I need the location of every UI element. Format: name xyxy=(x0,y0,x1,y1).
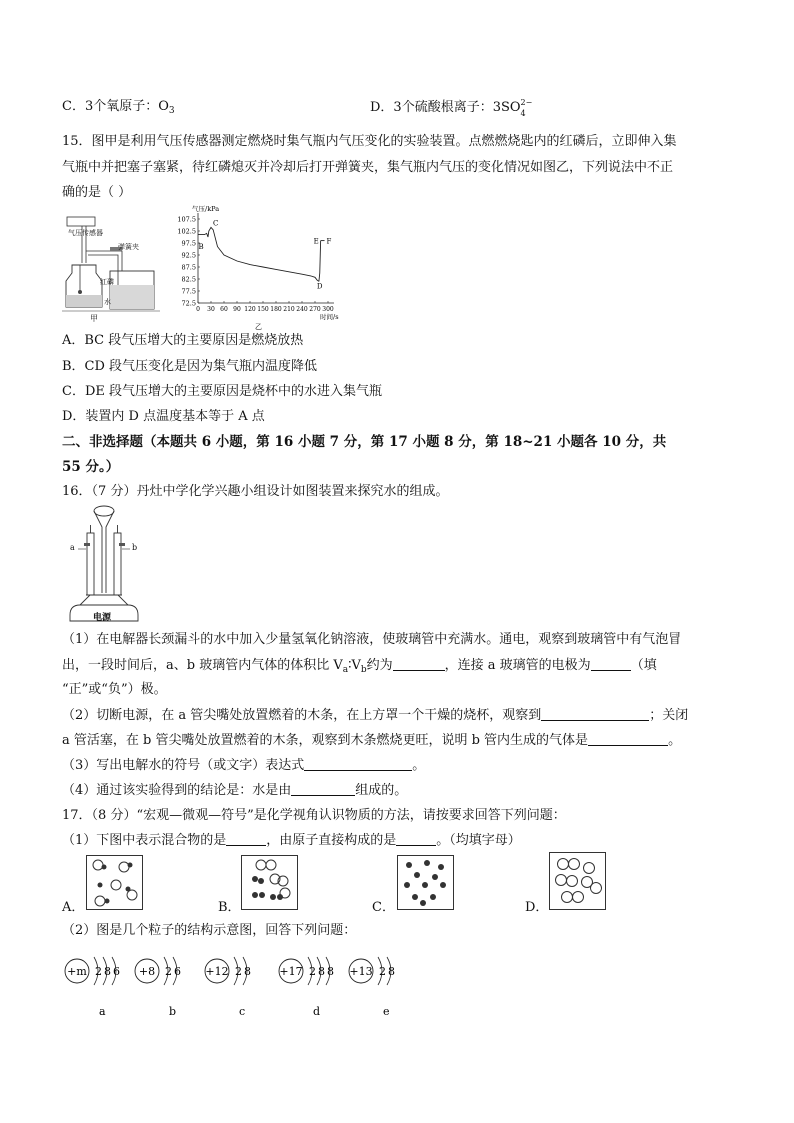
y-axis-label: 气压/kPa xyxy=(192,205,220,213)
q17-part1: （1）下图中表示混合物的是 ，由原子直接构成的是 。（均填字母） xyxy=(62,833,521,848)
label-pressure-sensor: 气压传感器 xyxy=(68,229,103,237)
atom-label: a xyxy=(99,1005,106,1018)
answer-blank-electrode[interactable] xyxy=(591,657,631,671)
nucleus-charge: +m xyxy=(67,965,87,978)
box-label-c: C． xyxy=(372,900,395,915)
particles-a xyxy=(86,855,143,910)
x-tick-label: 300 xyxy=(322,306,334,313)
label-power-supply: 电源 xyxy=(93,613,112,623)
q16-electrolysis-figure xyxy=(66,505,142,627)
x-tick-label: 60 xyxy=(220,306,228,313)
y-tick-label: 102.5 xyxy=(177,227,196,236)
q16-part4: （4）通过该实验得到的结论是：水是由 组成的。 xyxy=(62,783,408,798)
y-tick-label: 72.5 xyxy=(181,299,196,308)
atom-diagram-e xyxy=(349,957,395,1018)
point-label-E: E xyxy=(313,237,319,246)
electron-count: 8 xyxy=(104,965,111,978)
nucleus-charge: +17 xyxy=(279,965,303,978)
y-tick-label: 92.5 xyxy=(181,251,196,260)
nucleus-charge: +13 xyxy=(349,965,373,978)
x-tick-label: 210 xyxy=(283,306,295,313)
particles-d xyxy=(549,852,606,910)
q15-option-b: B．CD 段气压变化是因为集气瓶内温度降低 xyxy=(62,359,318,374)
q15-apparatus-figure xyxy=(62,215,162,325)
q14-option-c: C．3个氧原子：$O_3$ xyxy=(62,99,175,116)
atom-structures-svg xyxy=(62,945,402,1020)
atom-label: d xyxy=(313,1005,321,1018)
electron-count: 2 xyxy=(379,965,386,978)
electron-count: 2 xyxy=(165,965,172,978)
nucleus-charge: +12 xyxy=(205,965,229,978)
q16-part1-line1: （1）在电解器长颈漏斗的水中加入少量氢氧化钠溶液，使玻璃管中充满水。通电，观察到玻璃管中有气泡冒 xyxy=(62,632,682,647)
y-tick-label: 87.5 xyxy=(181,263,196,272)
q16-part2-line2: a 管活塞，在 b 管尖嘴处放置燃着的木条，观察到木条燃烧更旺，说明 b 管内生成的气体是 。 xyxy=(62,733,682,748)
atom-label: e xyxy=(383,1005,390,1018)
electron-count: 8 xyxy=(388,965,395,978)
series-line-0 xyxy=(198,227,319,281)
q16-stem: 16．（7 分）丹灶中学化学兴趣小组设计如图装置来探究水的组成。 xyxy=(62,484,449,499)
y-tick-label: 82.5 xyxy=(181,275,196,284)
answer-blank-mixture[interactable] xyxy=(226,832,266,846)
point-label-F: F xyxy=(326,237,332,246)
nucleus-charge: +8 xyxy=(138,965,156,978)
electron-count: 6 xyxy=(174,965,181,978)
caption-jia: 甲 xyxy=(90,314,98,323)
q17-stem: 17．（8 分）“宏观—微观—符号”是化学视角认识物质的方法，请按要求回答下列问题： xyxy=(62,808,566,823)
q16-part2-line1: （2）切断电源，在 a 管尖嘴处放置燃着的木条，在上方罩一个干燥的烧杯，观察到 ；关闭 xyxy=(62,708,689,723)
section2-heading-line1: 二、非选择题（本题共 6 小题，第 16 小题 7 分，第 17 小题 8 分，第 18~21 小题各 10 分，共 xyxy=(62,434,667,450)
q16-part1-line3: “正”或“负”）极。 xyxy=(62,682,167,697)
q15-pressure-chart xyxy=(166,205,346,330)
label-red-phosphorus: 红磷 xyxy=(100,278,114,286)
electron-count: 6 xyxy=(113,965,120,978)
electron-count: 2 xyxy=(235,965,242,978)
particles-c xyxy=(397,855,454,910)
q15-stem-line2: 气瓶中并把塞子塞紧，待红磷熄灭并冷却后打开弹簧夹，集气瓶内气压的变化情况如图乙，下列说法中不正 xyxy=(62,160,674,175)
answer-blank-gas-b[interactable] xyxy=(588,732,668,746)
pressure-chart-svg xyxy=(166,205,346,330)
answer-blank-equation[interactable] xyxy=(304,757,412,771)
atom-diagram-d xyxy=(279,957,334,1018)
particle-box-b xyxy=(241,855,298,910)
x-tick-label: 90 xyxy=(233,306,241,313)
electrolysis-drawing xyxy=(66,505,142,627)
particle-box-a xyxy=(86,855,143,910)
electron-count: 2 xyxy=(309,965,316,978)
q15-option-d: D．装置内 D 点温度基本等于 A 点 xyxy=(62,409,265,424)
q15-stem-line3: 确的是（ ） xyxy=(62,185,132,200)
label-tube-a: a xyxy=(70,543,75,552)
point-label-C: C xyxy=(213,219,219,228)
particle-box-d xyxy=(549,852,606,910)
q15-option-c: C．DE 段气压增大的主要原因是烧杯中的水进入集气瓶 xyxy=(62,384,382,399)
x-axis-label: 时间/s xyxy=(320,313,339,321)
y-tick-label: 77.5 xyxy=(181,287,196,296)
answer-blank-composition[interactable] xyxy=(291,782,355,796)
label-tube-b: b xyxy=(132,543,138,552)
electron-count: 2 xyxy=(95,965,102,978)
x-tick-label: 240 xyxy=(296,306,308,313)
q15-stem-line1: 15．图甲是利用气压传感器测定燃烧时集气瓶内气压变化的实验装置。点燃燃烧匙内的红磷后，立即伸入集 xyxy=(62,134,677,149)
atom-diagram-a xyxy=(65,957,120,1018)
x-tick-label: 120 xyxy=(244,306,256,313)
answer-blank-atomic[interactable] xyxy=(396,832,436,846)
electron-count: 8 xyxy=(318,965,325,978)
answer-blank-observation[interactable] xyxy=(541,707,649,721)
x-tick-label: 0 xyxy=(196,306,200,313)
atom-label: b xyxy=(169,1005,177,1018)
x-tick-label: 30 xyxy=(207,306,215,313)
point-label-D: D xyxy=(316,282,323,291)
box-label-d: D． xyxy=(525,900,549,915)
label-spring-clip: 弹簧夹 xyxy=(118,243,139,251)
label-water: 水 xyxy=(104,298,111,306)
point-label-B: B xyxy=(198,243,204,251)
q17-part2: （2）图是几个粒子的结构示意图，回答下列问题： xyxy=(62,923,357,938)
x-tick-label: 270 xyxy=(309,306,321,313)
atom-diagram-c xyxy=(205,957,251,1018)
atom-structure-row xyxy=(62,945,402,1020)
y-tick-label: 97.5 xyxy=(181,239,196,248)
particle-box-c xyxy=(397,855,454,910)
y-tick-label: 107.5 xyxy=(177,215,196,224)
atom-diagram-b xyxy=(135,957,181,1018)
particles-b xyxy=(241,855,298,910)
answer-blank-volume-ratio[interactable] xyxy=(393,657,445,671)
q16-part1-line2: 出，一段时间后，a、b 玻璃管内气体的体积比 $V_a∶V_b$约为 ，连接 a 玻璃管的电极为 （填 xyxy=(62,658,657,675)
electron-count: 8 xyxy=(244,965,251,978)
section2-heading-line2: 55 分。） xyxy=(62,459,120,475)
box-label-b: B． xyxy=(218,900,241,915)
x-tick-label: 150 xyxy=(257,306,269,313)
q14-option-d: D．3个硫酸根离子：3SO 2− 4 xyxy=(370,98,533,118)
q15-option-a: A．BC 段气压增大的主要原因是燃烧放热 xyxy=(62,333,304,348)
series-line-1 xyxy=(319,241,321,282)
box-label-a: A． xyxy=(62,900,85,915)
q16-part3: （3）写出电解水的符号（或文字）表达式 。 xyxy=(62,758,426,773)
x-tick-label: 180 xyxy=(270,306,282,313)
electron-count: 8 xyxy=(327,965,334,978)
chart-caption: 乙 xyxy=(255,323,262,330)
atom-label: c xyxy=(239,1005,246,1018)
